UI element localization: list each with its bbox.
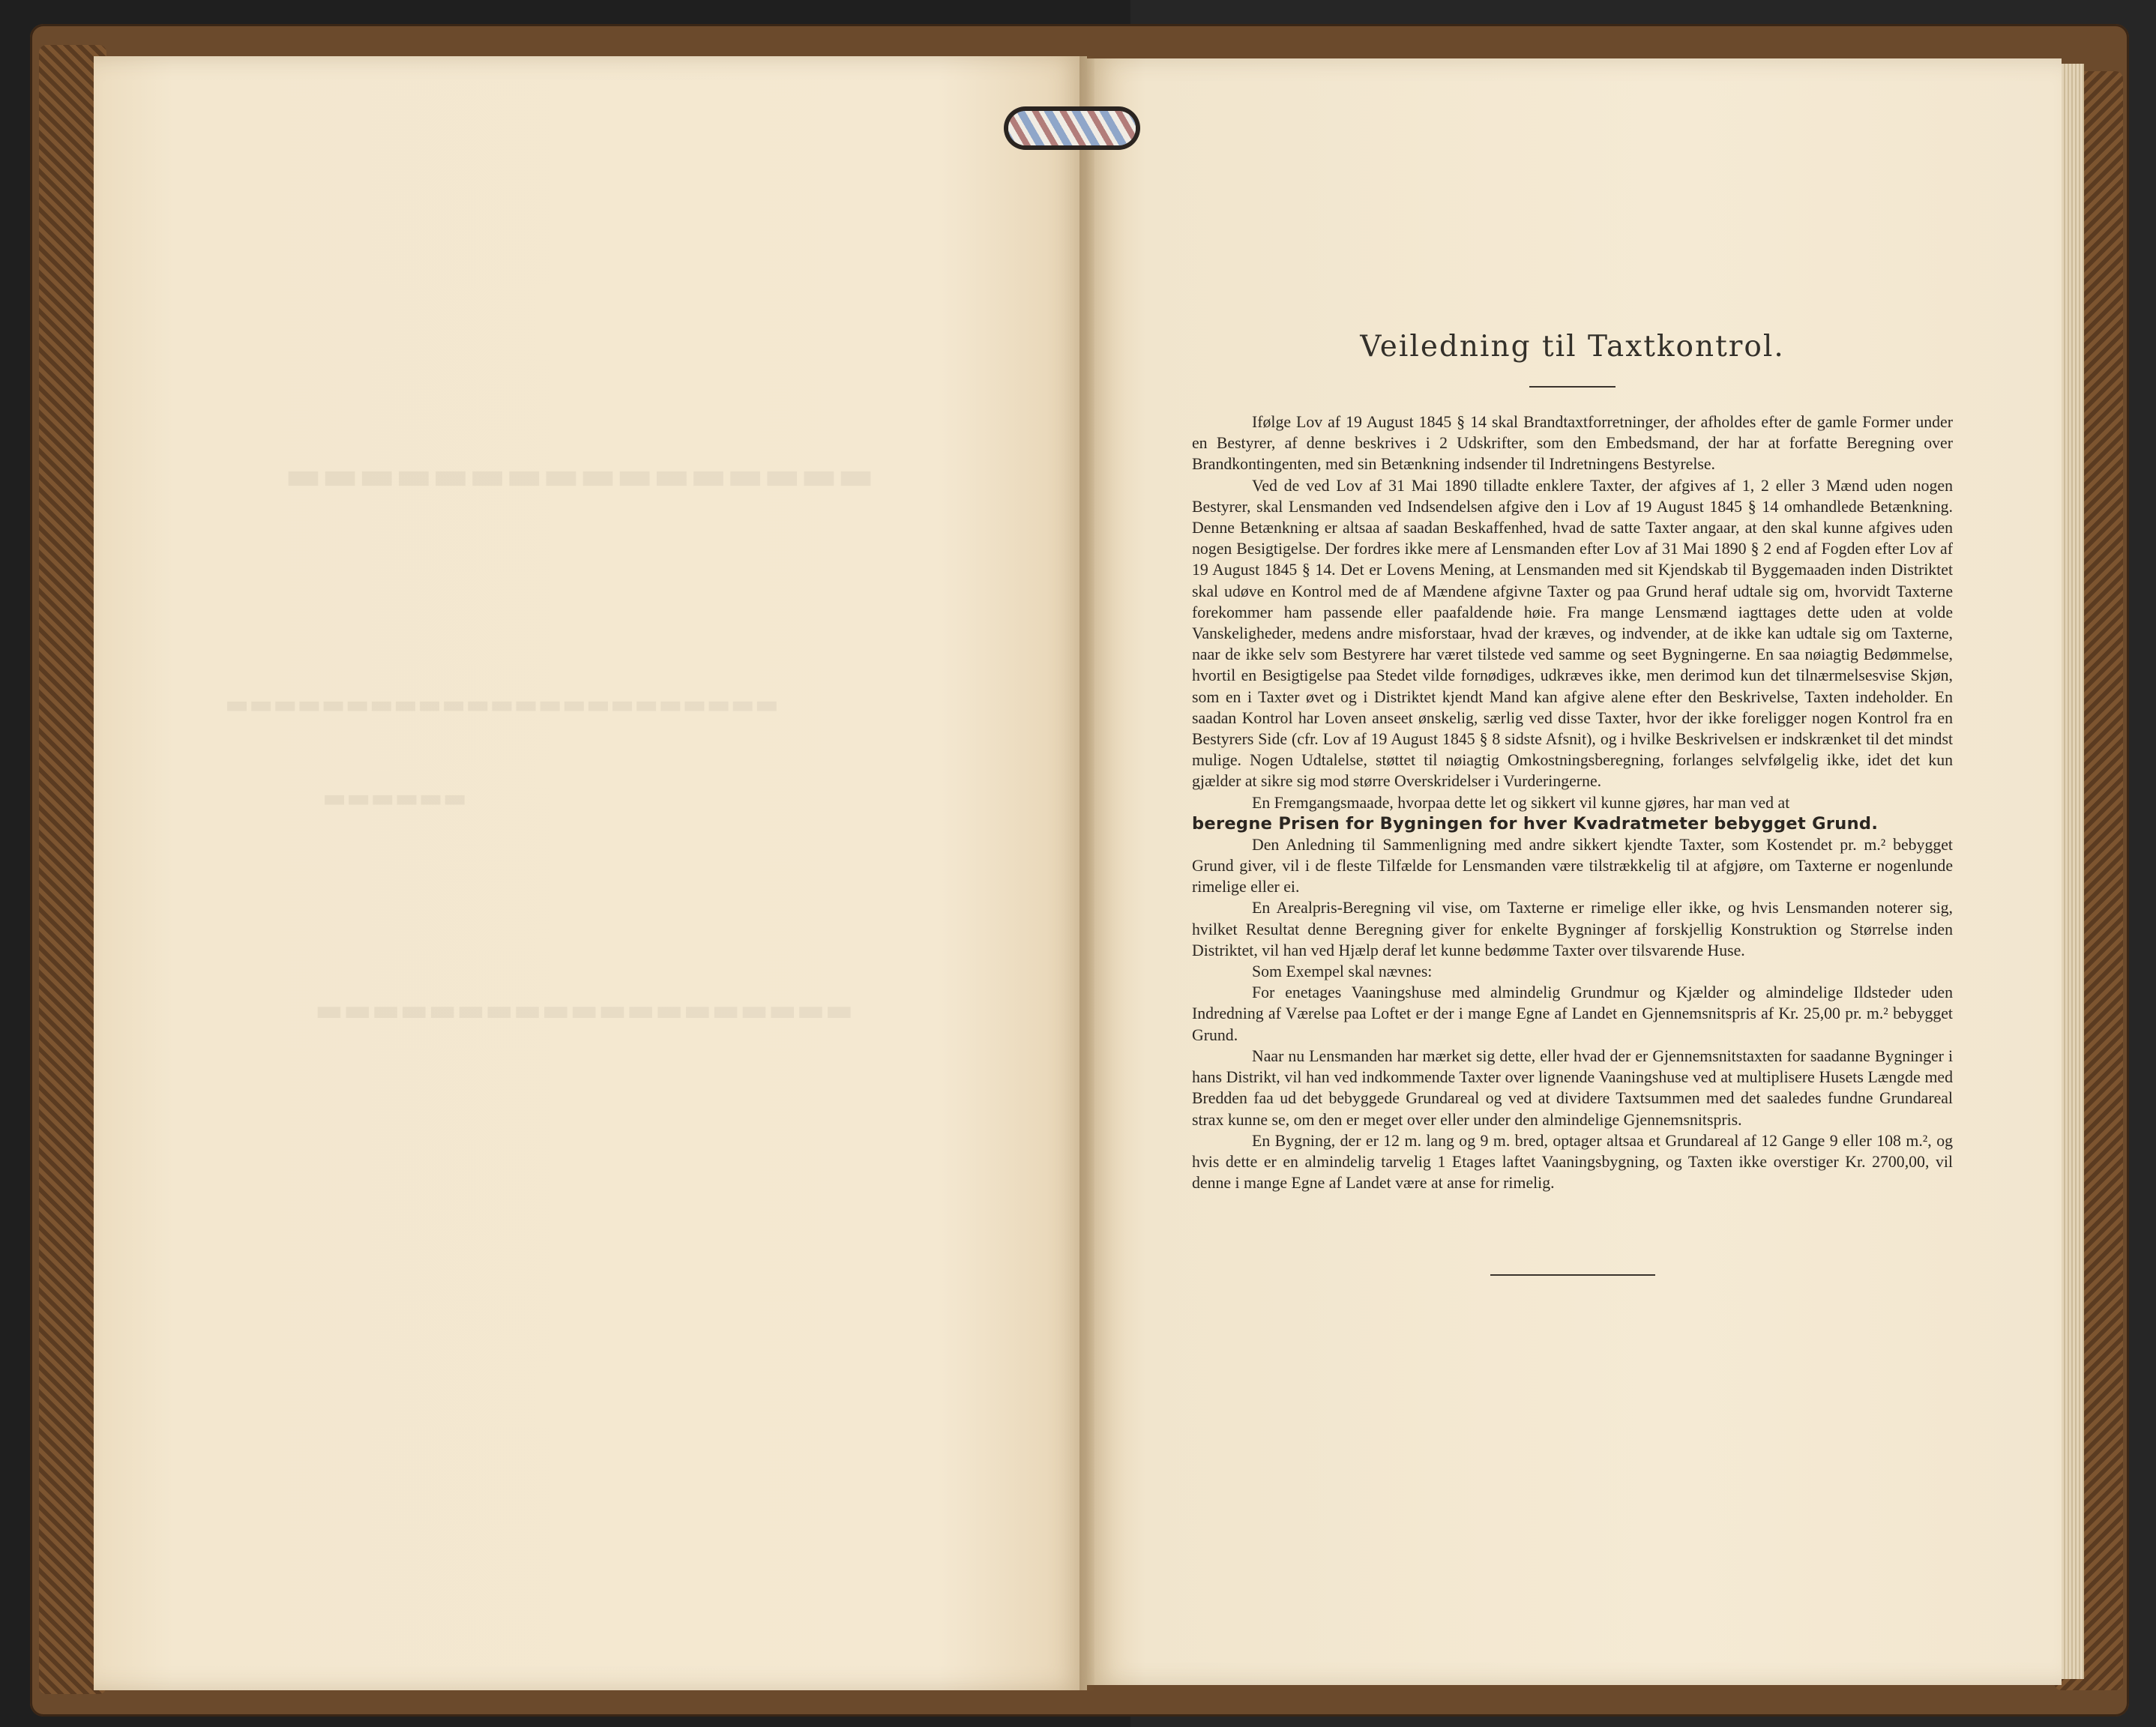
bleed-through-text: ▬▬▬▬▬▬ [322, 783, 467, 813]
body-text [1192, 412, 1953, 1193]
paragraph: Den Anledning til Sammenligning med andre sikkert kjendte Taxter, som Kostendet pr. m.² bebygget Grund giver, vil i de fleste Tilfælde for Lensmanden være tilstrækkelig til at afgjøre, om Taxterne er nogenlunde rimelige eller ei. [1192, 835, 1953, 896]
paragraph: Ifølge Lov af 19 August 1845 § 14 skal Brandtaxtforretninger, der afholdes efter de gamle Former under en Bestyrer, af denne beskrives i 2 Udskrifter, som den Embedsmand, der har at forfatte Beregning over Brandkontingenten, med sin Betænkning indsender til Indretningens Bestyrelse. [1192, 413, 1953, 474]
right-page-content [1192, 315, 1953, 1276]
page-title: Veiledning til Taxtkontrol. [1360, 330, 1785, 364]
paragraph: Som Exempel skal nævnes: [1252, 962, 1433, 981]
paragraph: En Fremgangsmaade, hvorpaa dette let og sikkert vil kunne gjøres, har man ved at [1252, 793, 1790, 812]
bold-paragraph: beregne Prisen for Bygningen for hver Kvadratmeter bebygget Grund. [1192, 813, 1879, 834]
paragraph: En Bygning, der er 12 m. lang og 9 m. bred, optager altsaa et Grundareal af 12 Gange 9 eller 108 m.², og hvis dette er en almindelig tarvelig 1 Etages laftet Vaaningsbygning, og Taxten ikke overstiger Kr. 2700,00, vil denne i mange Egne af Landet være at anse for rimelig. [1192, 1131, 1953, 1193]
end-rule [1490, 1274, 1655, 1276]
paragraph: Naar nu Lensmanden har mærket sig dette, eller hvad der er Gjennemsnitstaxten for saadanne Bygninger i hans Distrikt, vil han ved indkommende Taxter over lignende Vaaningshuse ved at multiplisere Husets Længde med Bredden faa ud det bebyggede Grundareal og ved at dividere Taxtsummen med det saaledes fundne Grundareal strax kunne se, om den er meget over eller under den almindelige Gjennemsnitspris. [1192, 1046, 1953, 1129]
binding-thread [1008, 111, 1136, 145]
title-rule [1529, 386, 1616, 388]
page-stack-edge [2058, 64, 2084, 1679]
bleed-through-text: ▬▬▬▬▬▬▬▬▬▬▬▬▬▬▬▬▬▬▬ [315, 993, 854, 1028]
bleed-through-text: ▬▬▬▬▬▬▬▬▬▬▬▬▬▬▬▬ [285, 453, 875, 498]
bleed-through-text: ▬▬▬▬▬▬▬▬▬▬▬▬▬▬▬▬▬▬▬▬▬▬▬ [225, 690, 779, 720]
book-gutter [1079, 56, 1094, 1690]
paragraph: En Arealpris-Beregning vil vise, om Taxterne er rimelige eller ikke, og hvis Lensmanden noterer sig, hvilket Resultat denne Beregning giver for enkelte Bygninger af forskjellig Konstruktion og Størrelse inden Distriktet, vil han ved Hjælp deraf let kunne bedømme Taxter over tilsvarende Huse. [1192, 899, 1953, 959]
paragraph: Ved de ved Lov af 31 Mai 1890 tilladte enklere Taxter, der afgives af 1, 2 eller 3 Mænd uden nogen Bestyrer, skal Lensmanden ved Indsendelsen afgive den i Lov af 19 August 1845 § 14 omhandlede Betænkning. Denne Betænkning er altsaa af saadan Beskaffenhed, hvad de satte Taxter angaar, at den skal kunne afgives uden nogen Besigtigelse. Der fordres ikke mere af Lensmanden efter Lov af 31 Mai 1890 § 2 end af Fogden efter Lov af 19 August 1845 § 14. Det er Lovens Mening, at Lensmanden med sit Kjendskab til Byggemaaden inden Distriktet skal udøve en Kontrol med de af Mændene afgivne Taxter og paa Grund heraf udtale sig om, hvorvidt Taxterne forekommer ham passende eller paafaldende høie. Fra mange Lensmænd iagttages dette uden at volde Vanskeligheder, medens andre misforstaar, hvad der kræves, og indvender, at de ikke kan udtale sig om Taxterne, naar de ikke selv som Bestyrere har været tilstede ved samme og seet Bygningerne. En saa nøiagtig Bedømmelse, hvortil en Besigtigelse paa Stedet vilde fornødiges, udkræves ikke, men derimod kun det tilnærmelsesvise Skjøn, som en i Taxter øvet og i Distriktet kjendt Mand kan afgive alene efter den Beskrivelse, Taxten indeholder. En saadan Kontrol har Loven anseet ønskelig, særlig ved disse Taxter, hvor der ikke foreligger nogen Kontrol fra en Bestyrers Side (cfr. Lov af 19 August 1845 § 8 sidste Afsnit), og i hvilke Beskrivelsen er indskrænket til det mindst mulige. Nogen Udtalelse, støttet til nøiagtig Omkostningsberegning, forlanges selvfølgelig ikke, idet det kun gjælder at sikre sig mod større Overskridelser i Vurderingerne. [1192, 476, 1953, 791]
paragraph: For enetages Vaaningshuse med almindelig Grundmur og Kjælder og almindelige Ildsteder uden Indredning af Værelse paa Loftet er der i mange Egne af Landet en Gjennemsnitspris af Kr. 25,00 pr. m.² bebygget Grund. [1192, 983, 1953, 1044]
left-page [94, 56, 1087, 1690]
